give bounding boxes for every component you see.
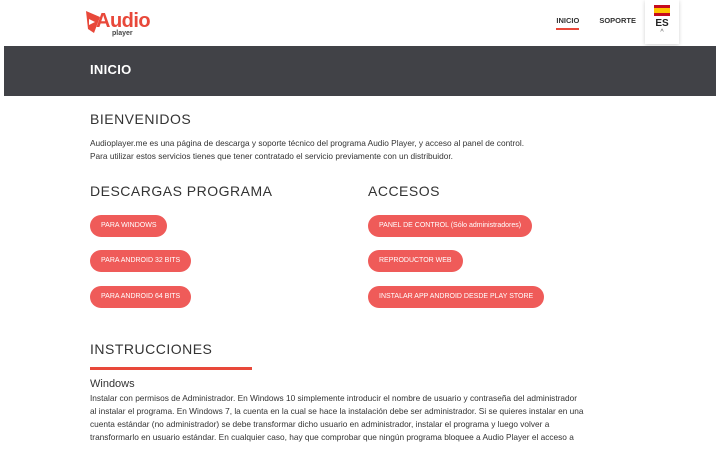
windows-subheading: Windows <box>90 378 135 390</box>
page-title: INICIO <box>90 62 132 77</box>
welcome-line-2: Para utilizar estos servicios tienes que tener contratado el servicio previamente con un distribuidor. <box>90 151 453 161</box>
instructions-line-1: Instalar con permisos de Administrador. En Windows 10 simplemente introducir el nombre de usuario y contraseña del administrador <box>90 393 577 403</box>
welcome-heading: BIENVENIDOS <box>90 111 192 127</box>
instructions-line-4: transformarlo en usuario estándar. En cualquier caso, hay que comprobar que ningún programa bloquee a Audio Player el acceso a <box>90 432 574 442</box>
welcome-line-1: Audioplayer.me es una página de descarga y soporte técnico del programa Audio Player, y acceso al panel de control. <box>90 138 525 148</box>
control-panel-button[interactable]: PANEL DE CONTROL (Sólo administradores) <box>368 215 532 237</box>
web-player-button[interactable]: REPRODUCTOR WEB <box>368 250 463 272</box>
main-nav <box>556 16 636 30</box>
page-banner <box>4 46 716 96</box>
chevron-up-icon: ^ <box>660 29 664 36</box>
language-code: ES <box>655 18 669 29</box>
download-android-64-button[interactable]: PARA ANDROID 64 BITS <box>90 286 191 308</box>
nav-soporte[interactable]: SOPORTE <box>599 16 636 25</box>
instructions-line-2: al instalar el programa. En Windows 7, la cuenta en la cual se hace la instalación debe ser administrador. Si se quieres instalar en una <box>90 406 584 416</box>
install-android-play-store-button[interactable]: INSTALAR APP ANDROID DESDE PLAY STORE <box>368 286 544 308</box>
top-navbar <box>0 0 720 46</box>
instructions-heading: INSTRUCCIONES <box>90 341 213 357</box>
audio-player-logo[interactable] <box>84 9 151 39</box>
spain-flag-icon <box>654 5 670 16</box>
language-selector[interactable] <box>645 0 679 44</box>
instructions-underline <box>90 367 252 370</box>
download-windows-button[interactable]: PARA WINDOWS <box>90 215 167 237</box>
download-android-32-button[interactable]: PARA ANDROID 32 BITS <box>90 250 191 272</box>
logo-subtitle: player <box>112 30 133 37</box>
logo-title: Audio <box>96 10 151 32</box>
nav-inicio[interactable]: INICIO <box>556 16 579 30</box>
downloads-heading: DESCARGAS PROGRAMA <box>90 183 273 199</box>
instructions-line-3: cuenta estándar (no administrador) se debe transformar dicho usuario en administrador, instalar el programa y luego volver a <box>90 419 550 429</box>
access-heading: ACCESOS <box>368 183 440 199</box>
